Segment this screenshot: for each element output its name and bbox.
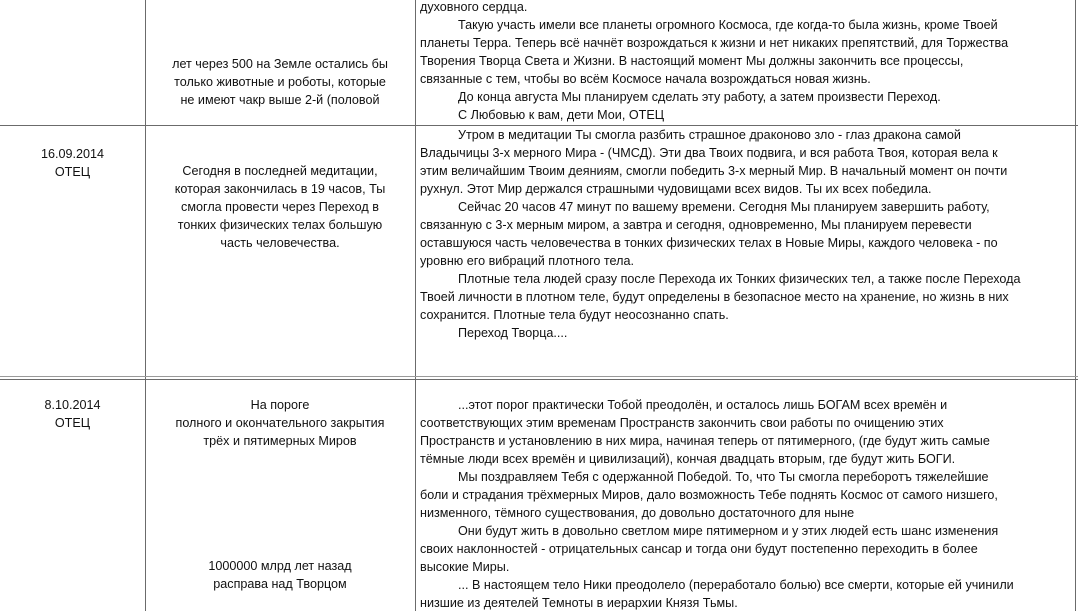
summary-line: 1000000 млрд лет назад (208, 559, 352, 573)
text-line: сохранится. Плотные тела будут неосознанно спать. (420, 308, 729, 322)
text-line: ... В настоящем тело Ники преодолело (переработало болью) все смерти, которые ей учинили (458, 578, 1014, 592)
row-summary-footnote (147, 557, 413, 593)
text-line: Такую участь имели все планеты огромного Космоса, где когда-то была жизнь, кроме Твоей (458, 18, 998, 32)
summary-line: На пороге (250, 398, 310, 412)
text-line: низшие из деятелей Темноты в иерархии Князя Тьмы. (420, 596, 738, 610)
entry-date: 8.10.2014 (44, 398, 101, 412)
summary-line: часть человечества. (220, 236, 340, 250)
text-line: Сейчас 20 часов 47 минут по вашему времени. Сегодня Мы планируем завершить работу, (458, 200, 990, 214)
text-line: низменного, тёмного существования, до довольно достаточного для ныне (420, 506, 855, 520)
text-line: Пространств и установлению в них мира, начиная теперь от пятимерного, (где будут жить самые (420, 434, 990, 448)
row-divider (0, 379, 1078, 380)
text-line: Плотные тела людей сразу после Перехода их Тонких физических тел, а также после Перехода (458, 272, 1021, 286)
text-line: Переход Творца.... (458, 326, 568, 340)
text-line: Утром в медитации Ты смогла разбить страшное драконово зло - глаз дракона самой (458, 128, 961, 142)
row-body-text (420, 126, 1075, 342)
column-divider (415, 0, 416, 611)
text-line: С Любовью к вам, дети Мои, ОТЕЦ (458, 108, 665, 122)
summary-line: которая закончилась в 19 часов, Ты (174, 182, 386, 196)
text-line: уровню его вибраций плотного тела. (420, 254, 634, 268)
entry-author: ОТЕЦ (54, 416, 91, 430)
text-line: своих наклонностей - отрицательных сансар и тогда они будут постепенно переходить в более (420, 542, 978, 556)
text-line: связанные с тем, чтобы во всём Космосе начала возрождаться новая жизнь. (420, 72, 871, 86)
summary-line: расправа над Творцом (213, 577, 347, 591)
row-divider (0, 376, 1078, 377)
row-summary (147, 55, 413, 109)
text-line: ...этот порог практически Тобой преодолён, и осталось лишь БОГАМ всех времён и (458, 398, 948, 412)
text-line: планеты Терра. Теперь всё начнёт возрождаться к жизни и нет никаких препятствий, для Торжества (420, 36, 1009, 50)
text-line: боли и страдания трёхмерных Миров, дало возможность Тебе поднять Космос от самого низшего, (420, 488, 998, 502)
summary-line: тонких физических телах большую (177, 218, 383, 232)
row-body-text (420, 0, 1075, 124)
text-line: этим величайшим Твоим деяниям, смогли победить 3-х мерный Мир. В начальный момент он почти (420, 164, 1008, 178)
column-divider (1075, 0, 1076, 611)
row-summary (147, 396, 413, 450)
column-divider (145, 0, 146, 611)
text-line: духовного сердца. (420, 0, 528, 14)
text-line: связанную с 3-х мерным миром, а завтра и сегодня, одновременно, Мы планируем перевести (420, 218, 972, 232)
text-line: Мы поздравляем Тебя с одержанной Победой. То, что Ты смогла переборотъ тяжелейшие (458, 470, 989, 484)
row-body-text (420, 396, 1075, 612)
text-line: Владычицы 3-х мерного Мира - (ЧМСД). Эти два Твоих подвига, и вся работа Твоя, которая вела к (420, 146, 998, 160)
text-line: рухнул. Этот Мир держался страшными чудовищами всех видов. Ты их всех победила. (420, 182, 932, 196)
entry-date: 16.09.2014 (40, 147, 105, 161)
text-line: высокие Миры. (420, 560, 510, 574)
summary-line: полного и окончательного закрытия (175, 416, 385, 430)
summary-line: Сегодня в последней медитации, (182, 164, 378, 178)
summary-line: лет через 500 на Земле остались бы (172, 57, 388, 71)
text-line: Твоей личности в плотном теле, будут определены в безопасное место на хранение, но жизнь в них (420, 290, 1009, 304)
row-date-author (0, 396, 145, 432)
row-summary (147, 162, 413, 252)
summary-line: не имеют чакр выше 2-й (половой (180, 93, 380, 107)
summary-line: трёх и пятимерных Миров (203, 434, 357, 448)
text-line: Творения Творца Света и Жизни. В настоящий момент Мы должны закончить все процессы, (420, 54, 964, 68)
text-line: оставшуюся часть человечества в тонких физических телах в Новые Миры, каждого человека - по (420, 236, 998, 250)
entry-author: ОТЕЦ (54, 165, 91, 179)
text-line: До конца августа Мы планируем сделать эту работу, а затем произвести Переход. (458, 90, 941, 104)
text-line: соответствующих этим временам Пространств закончить свои работы по очищению этих (420, 416, 944, 430)
text-line: Они будут жить в довольно светлом мире пятимерном и у этих людей есть шанс изменения (458, 524, 999, 538)
row-date-author (0, 145, 145, 181)
summary-line: смогла провести через Переход в (181, 200, 379, 214)
summary-line: только животные и роботы, которые (174, 75, 386, 89)
text-line: тёмные люди всех времён и цивилизаций), кончая двадцать вторым, где будут жить БОГИ. (420, 452, 956, 466)
